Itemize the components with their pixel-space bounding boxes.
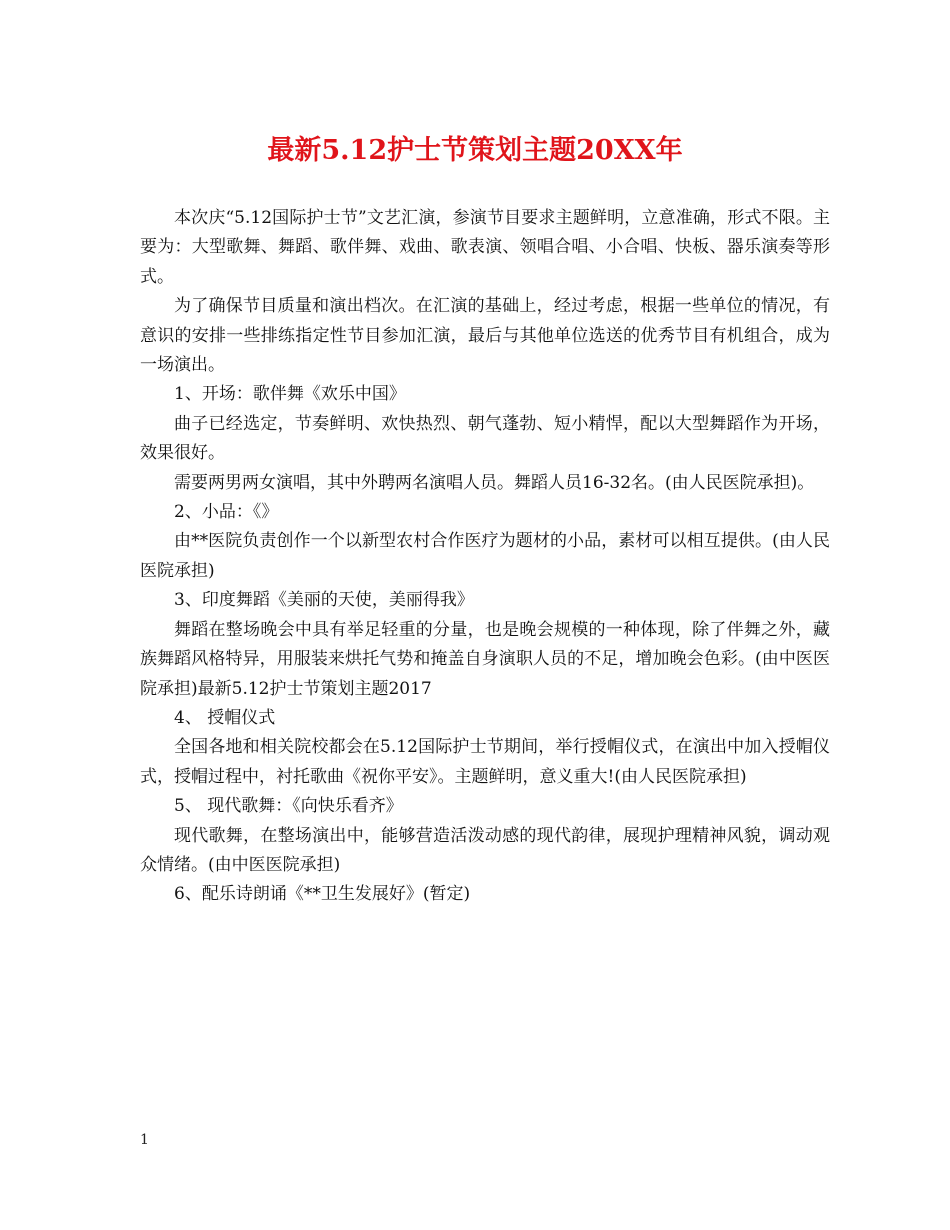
paragraph-quality: 为了确保节目质量和演出档次。在汇演的基础上，经过考虑，根据一些单位的情况，有意识的安排一些排练指定性节目参加汇演，最后与其他单位选送的优秀节目有机组合，成为一场演出。 bbox=[140, 296, 830, 376]
paragraph-intro: 本次庆“5.12国际护士节”文艺汇演，参演节目要求主题鲜明，立意准确，形式不限。主要为：大型歌舞、舞蹈、歌伴舞、戏曲、歌表演、领唱合唱、小合唱、快板、器乐演奏等形式。 bbox=[140, 208, 830, 287]
document-body bbox=[140, 204, 830, 910]
paragraph-modern-dance: 现代歌舞，在整场演出中，能够营造活泼动感的现代韵律，展现护理精神风貌，调动观众情绪。(由中医医院承担) bbox=[140, 825, 830, 875]
document-title: 最新5.12护士节策划主题20XX年 bbox=[267, 135, 683, 166]
section-heading-skit: 2、小品：《》 bbox=[174, 502, 279, 523]
section-heading-capping: 4、 授帽仪式 bbox=[174, 707, 276, 728]
section-heading-opening: 1、开场：歌伴舞《欢乐中国》 bbox=[174, 384, 406, 405]
section-heading-poem: 6、配乐诗朗诵《**卫生发展好》(暂定) bbox=[174, 884, 471, 905]
paragraph-skit: 由**医院负责创作一个以新型农村合作医疗为题材的小品，素材可以相互提供。(由人民医院承担) bbox=[140, 531, 830, 581]
paragraph-opening-music: 曲子已经选定，节奏鲜明、欢快热烈、朝气蓬勃、短小精悍，配以大型舞蹈作为开场，效果很好。 bbox=[140, 413, 830, 464]
paragraph-indian-dance: 舞蹈在整场晚会中具有举足轻重的分量，也是晚会规模的一种体现，除了伴舞之外，藏族舞蹈风格特异，用服装来烘托气势和掩盖自身演职人员的不足，增加晚会色彩。(由中医医院承担)最新5.12护士节策划主题2017 bbox=[140, 619, 830, 699]
page-number: 1 bbox=[140, 1132, 149, 1148]
paragraph-opening-performers: 需要两男两女演唱，其中外聘两名演唱人员。舞蹈人员16-32名。(由人民医院承担)。 bbox=[174, 472, 815, 493]
section-heading-modern-dance: 5、 现代歌舞：《向快乐看齐》 bbox=[174, 796, 403, 817]
paragraph-capping: 全国各地和相关院校都会在5.12国际护士节期间，举行授帽仪式，在演出中加入授帽仪式，授帽过程中，衬托歌曲《祝你平安》。主题鲜明，意义重大!(由人民医院承担) bbox=[140, 737, 830, 787]
section-heading-indian-dance: 3、印度舞蹈《美丽的天使，美丽得我》 bbox=[174, 590, 474, 611]
